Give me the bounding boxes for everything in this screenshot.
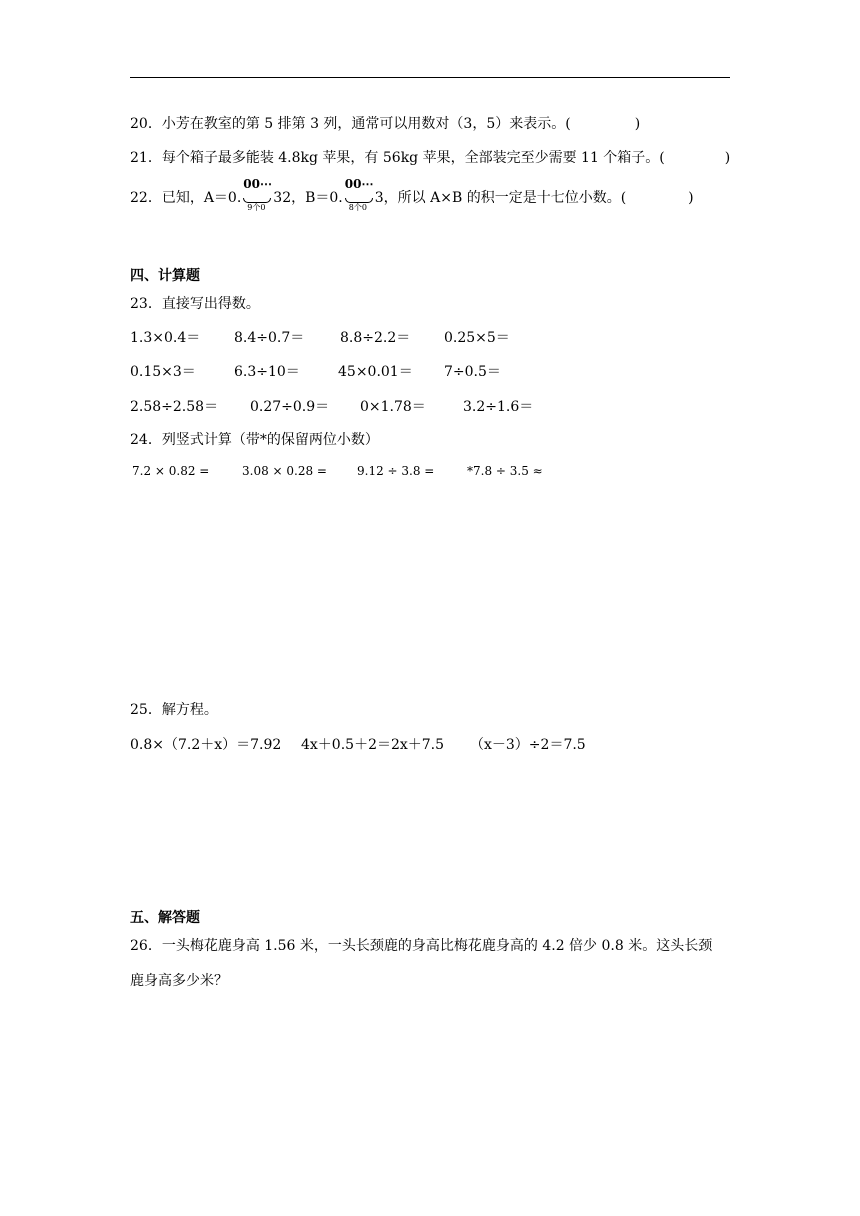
equation-2: 4x＋0.5＋2＝2x＋7.5 bbox=[301, 737, 445, 753]
question-20-text: 20．小芳在教室的第 5 排第 3 列，通常可以用数对（3，5）来表示。( bbox=[130, 116, 571, 132]
question-21-close: ) bbox=[724, 150, 731, 166]
oral-calc-r3c4: 3.2÷1.6＝ bbox=[463, 399, 534, 415]
b-zeros-count: 8个0 bbox=[348, 203, 367, 212]
question-22-close: ) bbox=[688, 190, 694, 206]
question-21 bbox=[130, 147, 730, 167]
oral-calc-r2c1: 0.15×3＝ bbox=[130, 364, 196, 380]
a-repeating-zeros bbox=[242, 177, 272, 212]
question-20-close: ) bbox=[634, 116, 641, 132]
vertical-calc-4: *7.8 ÷ 3.5 ≈ bbox=[467, 464, 543, 478]
question-22-a-tail: 32，B＝0. bbox=[273, 190, 343, 206]
oral-calc-r1c2: 8.4÷0.7＝ bbox=[234, 330, 305, 346]
oral-calc-r2c3: 45×0.01＝ bbox=[338, 364, 413, 380]
question-20 bbox=[130, 113, 640, 133]
question-21-text: 21．每个箱子最多能装 4.8kg 苹果，有 56kg 苹果，全部装完至少需要 11 个箱子。( bbox=[130, 150, 665, 166]
question-23-title: 23．直接写出得数。 bbox=[130, 296, 260, 312]
oral-calc-r1c4: 0.25×5＝ bbox=[444, 330, 510, 346]
question-26-line-1: 26．一头梅花鹿身高 1.56 米，一头长颈鹿的身高比梅花鹿身高的 4.2 倍少 0.8 米。这头长颈 bbox=[130, 938, 713, 954]
oral-calc-r1c1: 1.3×0.4＝ bbox=[130, 330, 201, 346]
vertical-calc-3: 9.12 ÷ 3.8 = bbox=[357, 464, 435, 478]
oral-calc-r1c3: 8.8÷2.2＝ bbox=[340, 330, 411, 346]
oral-calc-r2c4: 7÷0.5＝ bbox=[444, 364, 501, 380]
a-zeros-count: 9个0 bbox=[247, 203, 266, 212]
a-zeros-top: 00⋯ bbox=[243, 177, 272, 191]
section-5-title: 五、解答题 bbox=[130, 910, 200, 926]
question-25-title: 25．解方程。 bbox=[130, 702, 218, 718]
question-22-b-tail: 3，所以 A×B 的积一定是十七位小数。( bbox=[374, 190, 627, 206]
b-zeros-top: 00⋯ bbox=[344, 177, 374, 191]
oral-calc-r3c3: 0×1.78＝ bbox=[360, 399, 426, 415]
equation-1: 0.8×（7.2＋x）＝7.92 bbox=[130, 737, 282, 753]
question-26-line-2: 鹿身高多少米？ bbox=[130, 973, 228, 989]
header-rule bbox=[130, 77, 730, 78]
vertical-calc-2: 3.08 × 0.28 = bbox=[242, 464, 327, 478]
b-repeating-zeros bbox=[344, 177, 374, 212]
vertical-calc-1: 7.2 × 0.82 = bbox=[132, 464, 210, 478]
oral-calc-r2c2: 6.3÷10＝ bbox=[234, 364, 300, 380]
equation-3: （x－3）÷2＝7.5 bbox=[470, 737, 586, 753]
oral-calc-r3c2: 0.27÷0.9＝ bbox=[250, 399, 330, 415]
section-4-title: 四、计算题 bbox=[130, 268, 200, 284]
oral-calc-r3c1: 2.58÷2.58＝ bbox=[130, 399, 219, 415]
question-22-prefix: 22．已知，A＝0. bbox=[130, 190, 242, 206]
question-22 bbox=[130, 177, 694, 212]
question-24-title: 24．列竖式计算（带*的保留两位小数） bbox=[130, 432, 379, 448]
